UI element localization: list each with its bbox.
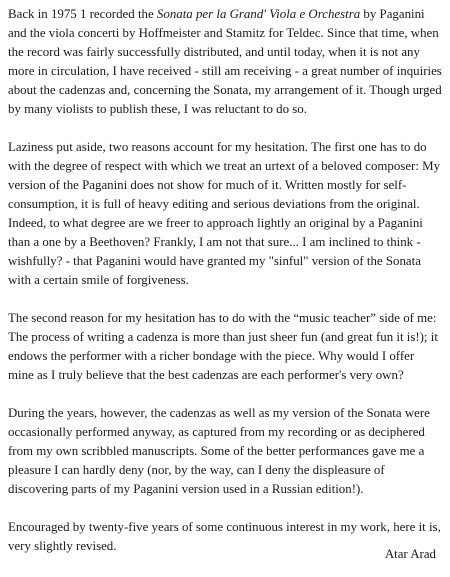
author-signature: Atar Arad (384, 547, 436, 561)
paragraph-first-reason: Laziness put aside, two reasons account for my hesitation. The first one has to do with the degree of respect with which we treat an urtext of a beloved composer: My version of the Paganini does not show for much of it. Written mostly for self-consumption, it is full of heavy editing and serious deviations from the original. Indeed, to what degree are we freer to approach lightly an original by a Paganini than a one by a Beethoven? Frankly, I am not that sure... I am inclined to think - wishfully? - that Paganini would have granted my "sinful" version of the Sonata with a certain smile of forgiveness. (8, 140, 441, 287)
paragraph-intro-rest: by Paganini and the viola concerti by Hoffmeister and Stamitz for Teldec. Since that time, when the record was fairly successfully distributed, and until today, when it is not any more in circulation, I have received - still am receiving - a great number of inquiries about the cadenzas and, concerning the Sonata, my arrangement of it. Though urged by many violists to publish these, I was reluctant to do so. (8, 7, 442, 116)
paragraph-performances: During the years, however, the cadenzas as well as my version of the Sonata were occasionally performed anyway, as captured from my recording or as deciphered from my own scribbled manuscripts. Some of the better performances gave me a pleasure I can hardly deny (nor, by the way, can I deny the displeasure of discovering parts of my Paganini version used in a Russian edition!). (8, 406, 430, 496)
paragraph-intro-lead: Back in 1975 1 recorded the (8, 7, 157, 21)
paragraph-closing: Encouraged by twenty-five years of some continuous interest in my work, here it is, very slightly revised. (8, 520, 441, 553)
sonata-title: Sonata per la Grand' Viola e Orchestra (156, 7, 361, 21)
paragraph-intro (8, 5, 442, 119)
paragraph-second-reason: The second reason for my hesitation has to do with the “music teacher” side of me: The process of writing a cadenza is more than just sheer fun (and great fun it is!); it endows the performer with a richer bondage with the piece. Why would I offer mine as I truly believe that the best cadenzas are each performer's very own? (8, 311, 438, 382)
